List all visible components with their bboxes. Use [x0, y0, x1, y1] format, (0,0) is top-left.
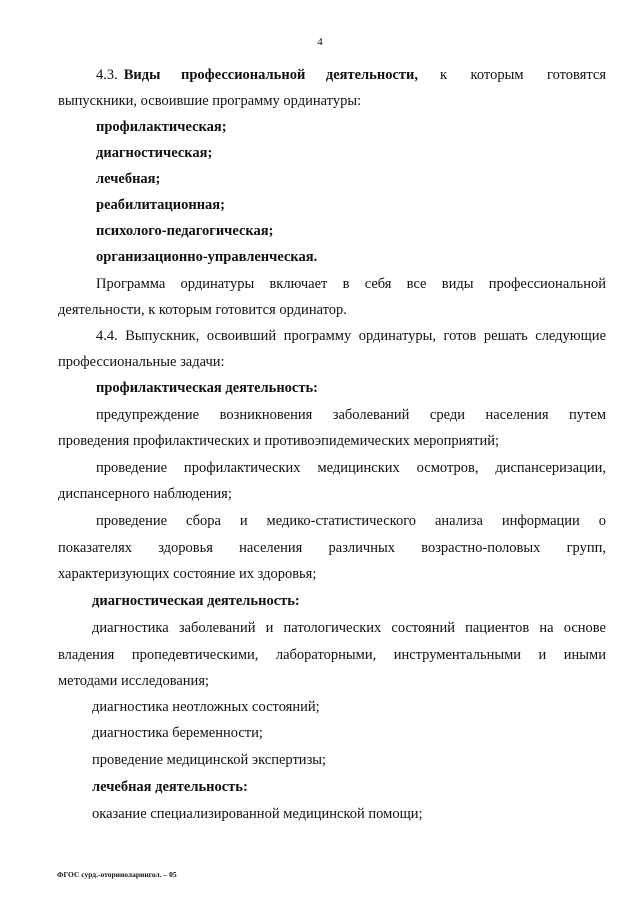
diagnostic-task-3: диагностика беременности;: [92, 725, 263, 741]
activity-type-psychological: психолого-педагогическая;: [96, 223, 274, 239]
activity-type-organizational: организационно-управленческая.: [96, 249, 318, 265]
preventive-task-3-line-1: проведение сбора и медико-статистического анализа информации о: [96, 513, 606, 529]
preventive-task-2-line-2: диспансерного наблюдения;: [58, 486, 232, 502]
section-4-3-line-1: [96, 66, 606, 84]
preventive-task-1-line-2: проведения профилактических и противоэпидемических мероприятий;: [58, 433, 499, 449]
treatment-task-1: оказание специализированной медицинской помощи;: [92, 806, 423, 822]
section-4-3-line-2: выпускники, освоившие программу ординатуры:: [58, 93, 362, 109]
heading-treatment-activity: лечебная деятельность:: [92, 779, 248, 795]
section-4-3-title-text: Виды профессиональной деятельности,: [123, 67, 418, 83]
section-4-3-number: 4.3.: [96, 67, 118, 83]
activity-type-preventive: профилактическая;: [96, 119, 227, 135]
program-paragraph-line-2: деятельности, к которым готовится ординатор.: [58, 302, 347, 318]
heading-preventive-activity: профилактическая деятельность:: [96, 380, 318, 396]
activity-type-diagnostic: диагностическая;: [96, 145, 213, 161]
section-4-3-title: [124, 66, 418, 84]
diagnostic-task-1-line-2: владения пропедевтическими, лабораторными, инструментальными и иными: [58, 647, 606, 663]
diagnostic-task-1-line-3: методами исследования;: [58, 673, 210, 689]
section-4-4-line-2: профессиональные задачи:: [58, 354, 225, 370]
preventive-task-1-line-1: предупреждение возникновения заболеваний среди населения путем: [96, 407, 606, 423]
preventive-task-3-line-3: характеризующих состояние их здоровья;: [58, 566, 317, 582]
program-paragraph-line-1: Программа ординатуры включает в себя все виды профессиональной: [96, 276, 606, 292]
diagnostic-task-1-line-1: диагностика заболеваний и патологических состояний пациентов на основе: [92, 620, 606, 636]
diagnostic-task-4: проведение медицинской экспертизы;: [92, 752, 327, 768]
section-4-4-line-1: 4.4. Выпускник, освоивший программу ординатуры, готов решать следующие: [96, 328, 606, 344]
diagnostic-task-2: диагностика неотложных состояний;: [92, 699, 320, 715]
document-footer: ФГОС сурд.-оториноларингол. – 05: [57, 870, 177, 879]
activity-type-treatment: лечебная;: [96, 171, 161, 187]
preventive-task-3-line-2: показателях здоровья населения различных возрастно-половых групп,: [58, 540, 606, 556]
activity-type-rehabilitation: реабилитационная;: [96, 197, 225, 213]
page-number: 4: [317, 36, 323, 48]
preventive-task-2-line-1: проведение профилактических медицинских осмотров, диспансеризации,: [96, 460, 606, 476]
section-4-3-title-rest: к которым готовятся: [440, 67, 606, 83]
heading-diagnostic-activity: диагностическая деятельность:: [92, 593, 300, 609]
